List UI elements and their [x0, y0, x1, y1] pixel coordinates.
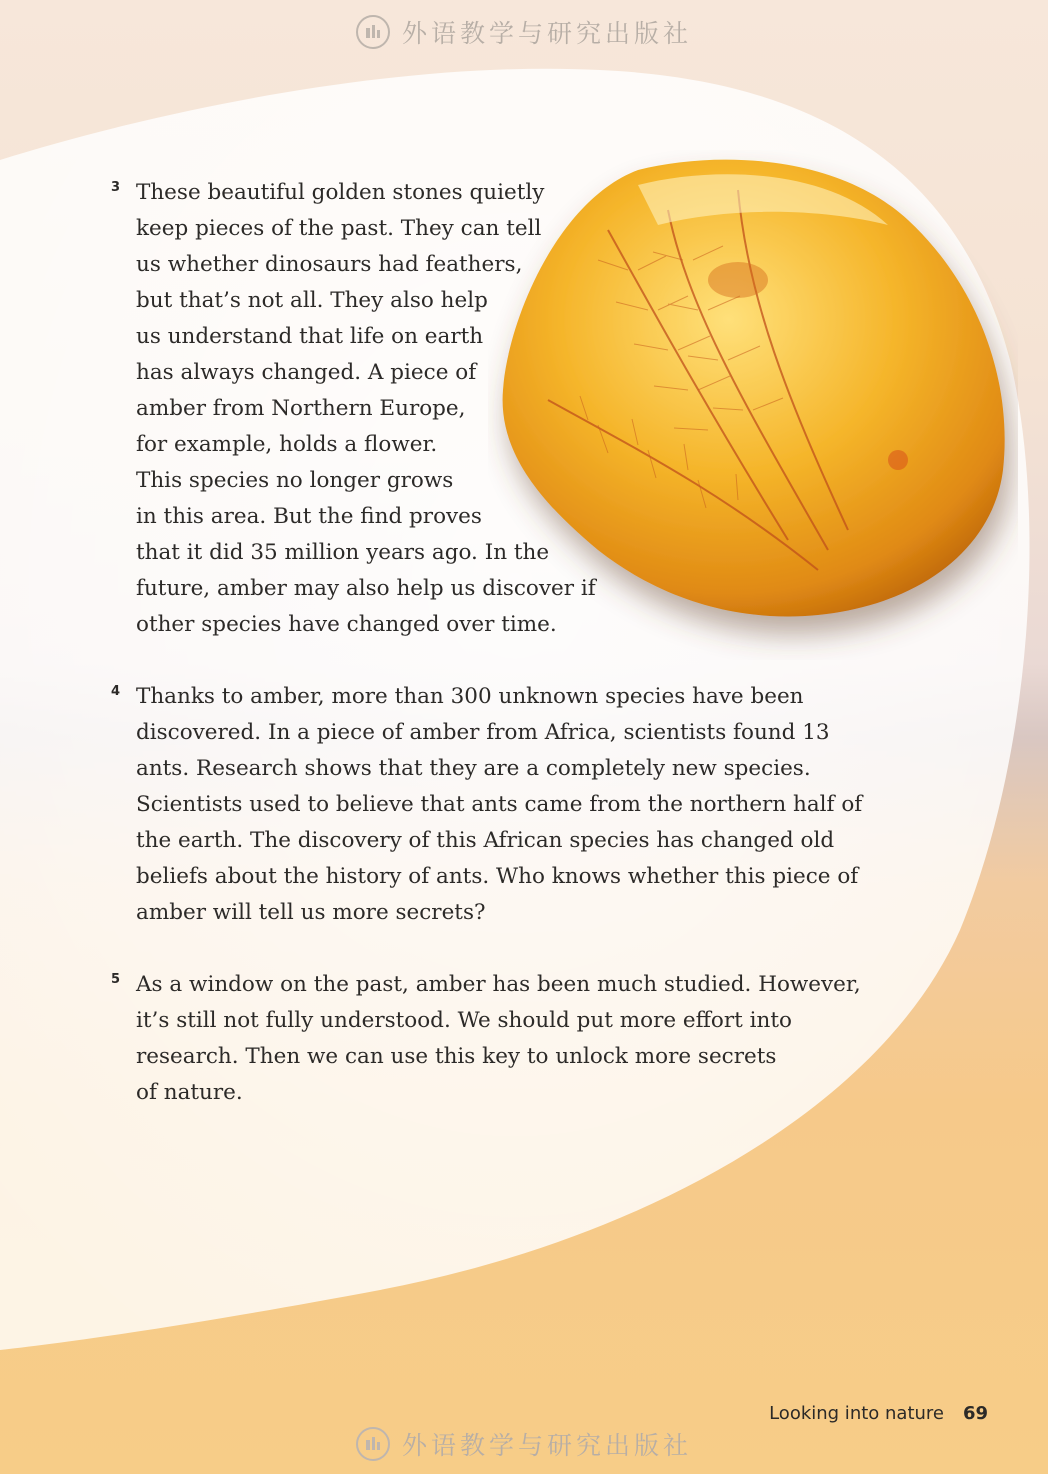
text-line: us understand that life on earth	[136, 324, 484, 349]
publisher-logo-icon	[356, 1427, 390, 1461]
text-line: discovered. In a piece of amber from Africa, scientists found 13	[136, 720, 830, 745]
paragraph-4	[136, 679, 862, 931]
text-line: us whether dinosaurs had feathers,	[136, 252, 523, 277]
text-line: research. Then we can use this key to unlock more secrets	[136, 1044, 777, 1069]
page-number: 69	[962, 1403, 988, 1424]
text-line: has always changed. A piece of	[136, 360, 477, 385]
publisher-logo-icon	[356, 15, 390, 49]
publisher-name: 外语教学与研究出版社	[401, 1431, 692, 1460]
paragraph-number: 3	[111, 180, 121, 195]
text-line: beliefs about the history of ants. Who knows whether this piece of	[136, 864, 859, 889]
paragraph-5	[136, 967, 861, 1111]
text-line: in this area. But the find proves	[136, 504, 482, 529]
text-line: it’s still not fully understood. We should put more effort into	[136, 1008, 792, 1033]
publisher-name: 外语教学与研究出版社	[401, 19, 692, 48]
text-line: Scientists used to believe that ants came from the northern half of	[136, 792, 863, 817]
text-line: amber from Northern Europe,	[136, 396, 466, 421]
text-line: the earth. The discovery of this African species has changed old	[136, 828, 835, 853]
text-line: that it did 35 million years ago. In the	[136, 540, 550, 565]
text-line: amber will tell us more secrets?	[136, 900, 486, 925]
text-line: As a window on the past, amber has been much studied. However,	[136, 972, 861, 997]
text-line: future, amber may also help us discover if	[136, 576, 596, 601]
text-line: ants. Research shows that they are a completely new species.	[136, 756, 811, 781]
paragraph-number: 5	[111, 972, 121, 987]
text-line: of nature.	[136, 1080, 243, 1105]
footer-section-title: Looking into nature	[769, 1403, 944, 1424]
text-line: other species have changed over time.	[136, 612, 557, 637]
text-line: These beautiful golden stones quietly	[136, 180, 545, 205]
publisher-watermark-top	[0, 12, 1048, 52]
paragraph-number: 4	[111, 684, 121, 699]
paragraph-3	[136, 175, 596, 643]
text-line: but that’s not all. They also help	[136, 288, 488, 313]
text-line: This species no longer grows	[136, 468, 454, 493]
publisher-watermark-bottom	[0, 1424, 1048, 1464]
text-line: keep pieces of the past. They can tell	[136, 216, 542, 241]
text-line: for example, holds a flower.	[136, 432, 438, 457]
text-line: Thanks to amber, more than 300 unknown species have been	[136, 684, 804, 709]
